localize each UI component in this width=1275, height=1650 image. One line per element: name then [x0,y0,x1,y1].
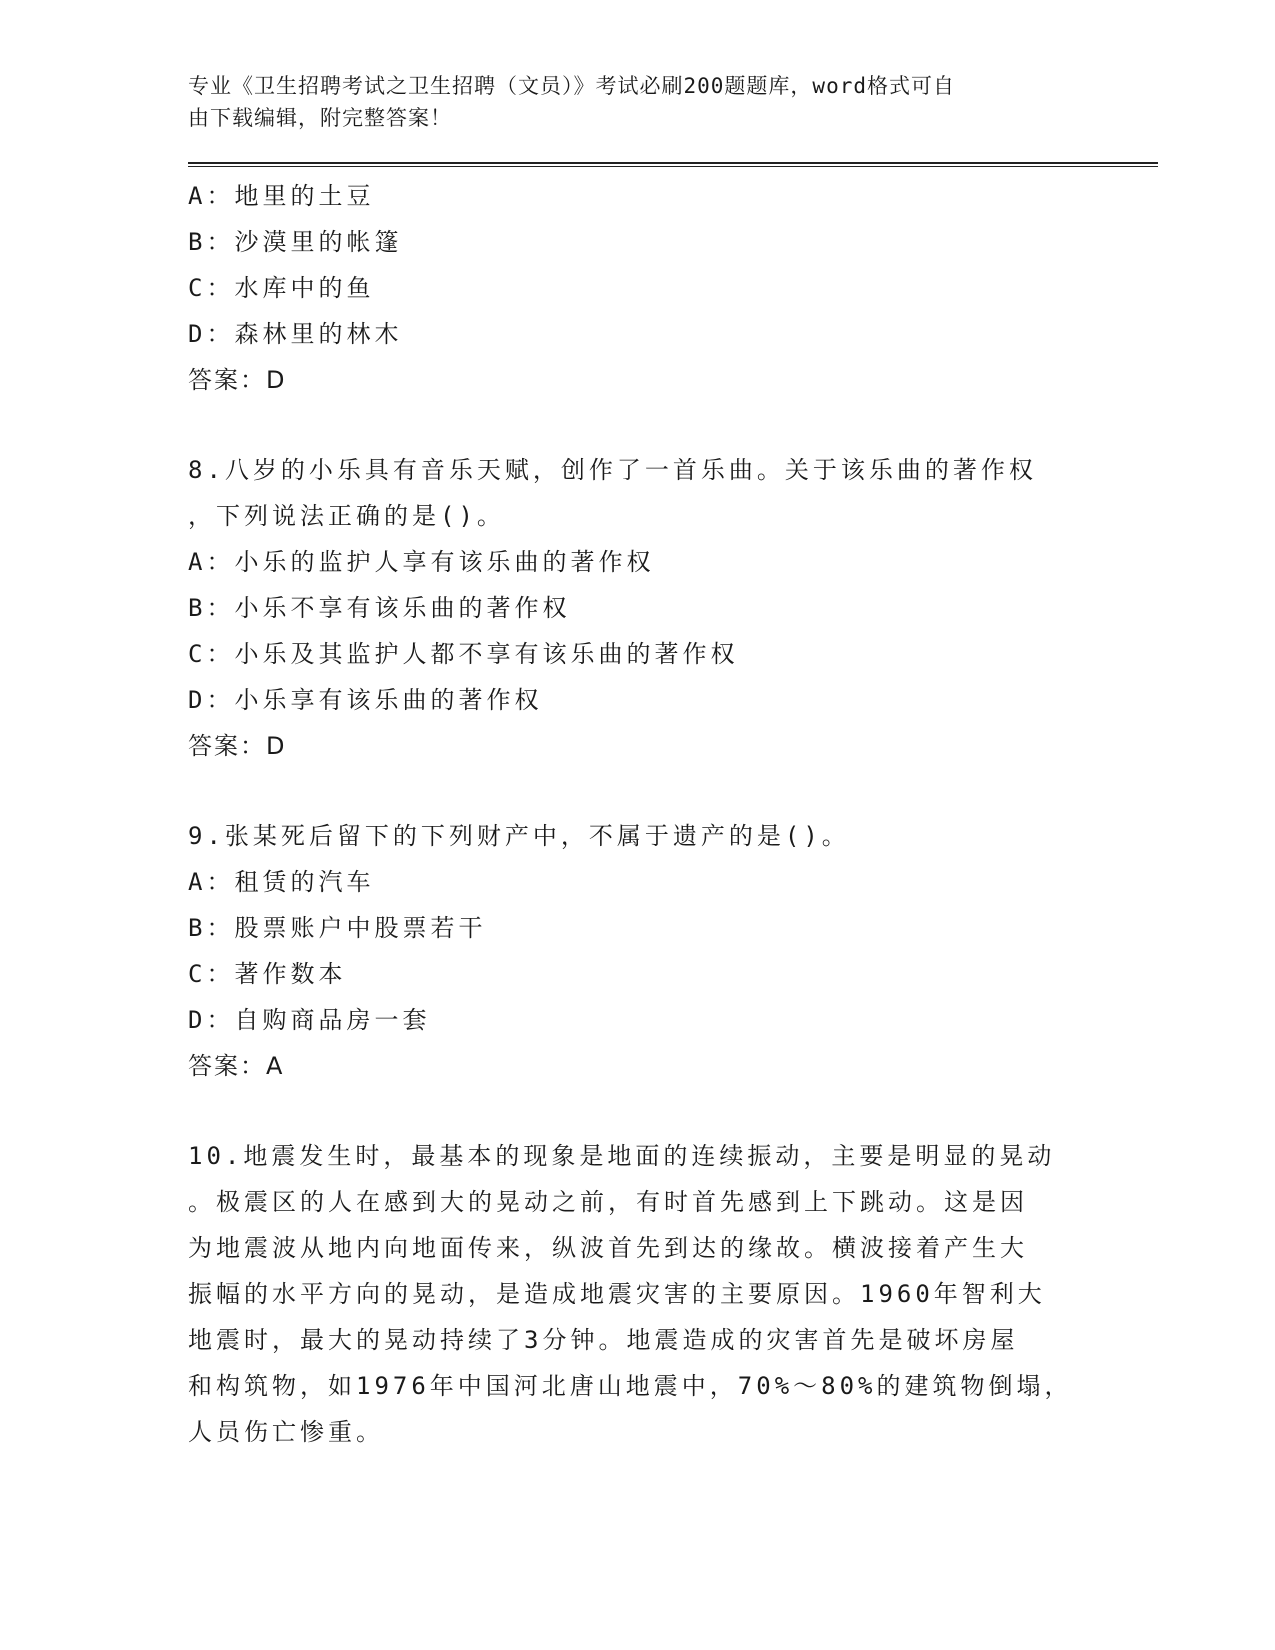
question-stem-line: 10.地震发生时，最基本的现象是地面的连续振动，主要是明显的晃动 [188,1142,1056,1170]
document-page [188,70,1158,1455]
option-b: B：沙漠里的帐篷 [188,228,403,256]
question-stem-line: 人员伤亡惨重。 [188,1418,384,1446]
option-c: C：著作数本 [188,960,347,988]
spacer [188,769,1158,813]
header-divider [188,162,1158,167]
question-stem-line: ，下列说法正确的是()。 [188,502,505,530]
option-d: D：自购商品房一套 [188,1006,431,1034]
option-d: D：森林里的林木 [188,320,403,348]
question-stem-line: 。极震区的人在感到大的晃动之前，有时首先感到上下跳动。这是因 [188,1188,1028,1216]
answer: 答案：D [188,366,287,394]
header-line-2: 由下载编辑，附完整答案！ [188,106,452,130]
option-b: B：股票账户中股票若干 [188,914,487,942]
header-line-1: 专业《卫生招聘考试之卫生招聘（文员）》考试必刷200题题库，word格式可自 [188,74,955,98]
question-stem-line: 地震时，最大的晃动持续了3分钟。地震造成的灾害首先是破坏房屋 [188,1326,1019,1354]
question-9 [188,813,1158,1089]
document-header [188,70,1088,134]
answer: 答案：A [188,1052,285,1080]
spacer [188,1089,1158,1133]
question-stem-line: 9.张某死后留下的下列财产中，不属于遗产的是()。 [188,822,850,850]
question-7 [188,173,1158,403]
option-a: A：小乐的监护人享有该乐曲的著作权 [188,548,655,576]
spacer [188,403,1158,447]
answer: 答案：D [188,732,287,760]
question-stem-line: 振幅的水平方向的晃动，是造成地震灾害的主要原因。1960年智利大 [188,1280,1046,1308]
question-stem-line: 和构筑物，如1976年中国河北唐山地震中，70%～80%的建筑物倒塌， [188,1372,1073,1400]
option-a: A：租赁的汽车 [188,868,375,896]
question-stem-line: 8.八岁的小乐具有音乐天赋，创作了一首乐曲。关于该乐曲的著作权 [188,456,1037,484]
option-c: C：水库中的鱼 [188,274,375,302]
question-list [188,173,1158,1455]
question-8 [188,447,1158,769]
question-stem-line: 为地震波从地内向地面传来，纵波首先到达的缘故。横波接着产生大 [188,1234,1028,1262]
option-a: A：地里的土豆 [188,182,375,210]
option-c: C：小乐及其监护人都不享有该乐曲的著作权 [188,640,739,668]
question-10 [188,1133,1158,1455]
option-b: B：小乐不享有该乐曲的著作权 [188,594,571,622]
option-d: D：小乐享有该乐曲的著作权 [188,686,543,714]
